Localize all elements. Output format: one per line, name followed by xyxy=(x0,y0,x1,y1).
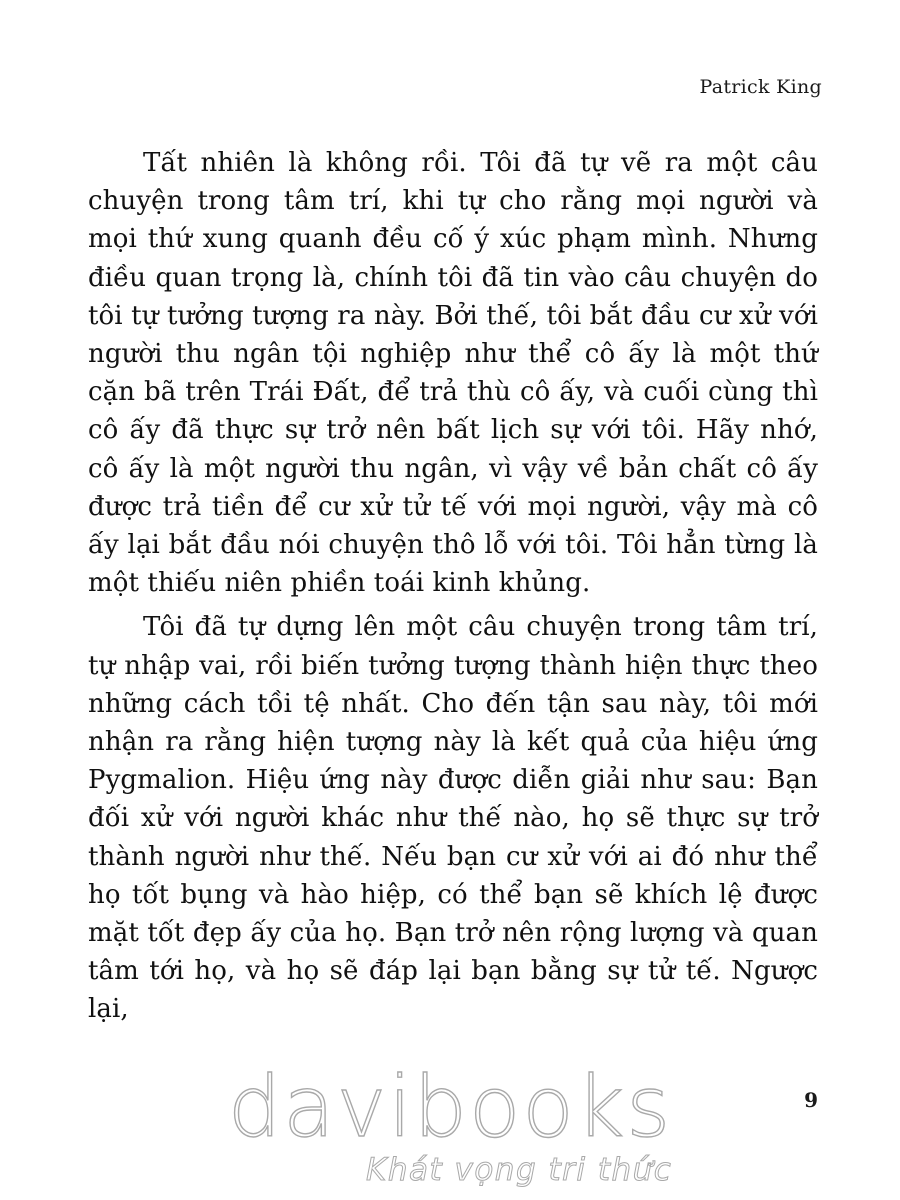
paragraph: Tất nhiên là không rồi. Tôi đã tự vẽ ra một câu chuyện trong tâm trí, khi tự cho rằng mọi người và mọi thứ xung quanh đều cố ý xúc phạm mình. Nhưng điều quan trọng là, chính tôi đã tin vào câu chuyện do tôi tự tưởng tượng ra này. Bởi thế, tôi bắt đầu cư xử với người thu ngân tội nghiệp như thể cô ấy là một thứ cặn bã trên Trái Đất, để trả thù cô ấy, và cuối cùng thì cô ấy đã thực sự trở nên bất lịch sự với tôi. Hãy nhớ, cô ấy là một người thu ngân, vì vậy về bản chất cô ấy được trả tiền để cư xử tử tế với mọi người, vậy mà cô ấy lại bắt đầu nói chuyện thô lỗ với tôi. Tôi hẳn từng là một thiếu niên phiền toái kinh khủng. xyxy=(88,148,818,599)
page-number: 9 xyxy=(804,1088,818,1112)
running-header-author: Patrick King xyxy=(699,76,822,98)
watermark-tagline: Khát vọng tri thức xyxy=(366,1152,673,1188)
body-text xyxy=(88,144,818,1035)
paragraph: Tôi đã tự dựng lên một câu chuyện trong tâm trí, tự nhập vai, rồi biến tưởng tượng thành hiện thực theo những cách tồi tệ nhất. Cho đến tận sau này, tôi mới nhận ra rằng hiện tượng này là kết quả của hiệu ứng Pygmalion. Hiệu ứng này được diễn giải như sau: Bạn đối xử với người khác như thế nào, họ sẽ thực sự trở thành người như thế. Nếu bạn cư xử với ai đó như thể họ tốt bụng và hào hiệp, có thể bạn sẽ khích lệ được mặt tốt đẹp ấy của họ. Bạn trở nên rộng lượng và quan tâm tới họ, và họ sẽ đáp lại bạn bằng sự tử tế. Ngược lại, xyxy=(88,612,818,1025)
watermark-logo: davibooks xyxy=(227,1058,673,1156)
